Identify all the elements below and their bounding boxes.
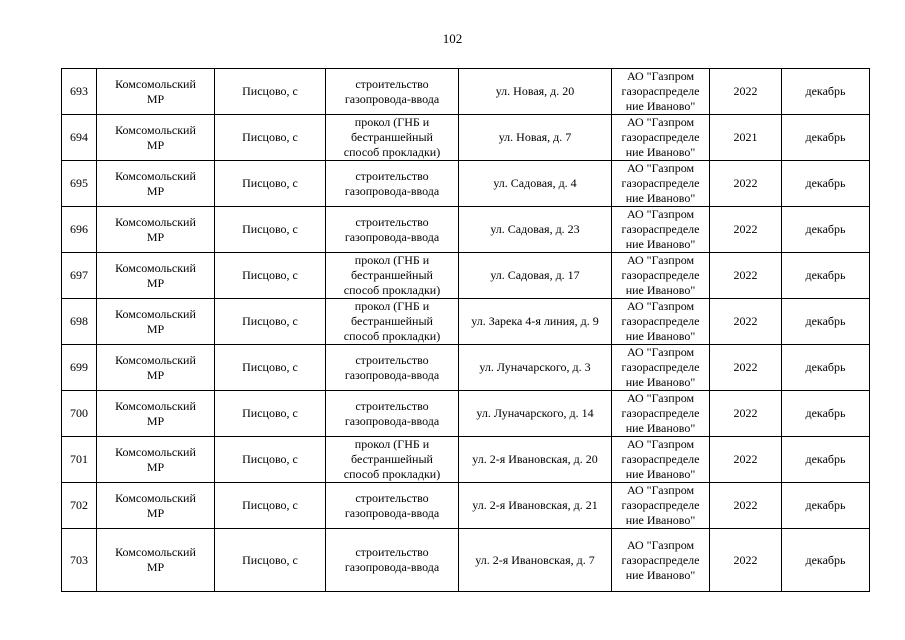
organization-cell: АО "Газпром газораспределе ние Иваново" (612, 207, 710, 253)
table-row (62, 161, 870, 207)
year-cell: 2022 (710, 391, 782, 437)
page-number: 102 (442, 31, 463, 46)
month-cell: декабрь (782, 391, 870, 437)
locality-cell: Писцово, с (215, 299, 326, 345)
address-cell: ул. Новая, д. 7 (459, 115, 612, 161)
district-cell: Комсомольский МР (97, 299, 215, 345)
work-type-cell: строительство газопровода-ввода (326, 207, 459, 253)
table-row (62, 69, 870, 115)
month-cell: декабрь (782, 69, 870, 115)
district-cell: Комсомольский МР (97, 483, 215, 529)
organization-cell: АО "Газпром газораспределе ние Иваново" (612, 299, 710, 345)
locality-cell: Писцово, с (215, 391, 326, 437)
month-cell: декабрь (782, 299, 870, 345)
month-cell: декабрь (782, 207, 870, 253)
month-cell: декабрь (782, 161, 870, 207)
district-cell: Комсомольский МР (97, 529, 215, 592)
row-number-cell: 703 (62, 529, 97, 592)
organization-cell: АО "Газпром газораспределе ние Иваново" (612, 483, 710, 529)
locality-cell: Писцово, с (215, 437, 326, 483)
district-cell: Комсомольский МР (97, 115, 215, 161)
organization-cell: АО "Газпром газораспределе ние Иваново" (612, 391, 710, 437)
work-type-cell: прокол (ГНБ и бестраншейный способ прокладки) (326, 253, 459, 299)
row-number-cell: 693 (62, 69, 97, 115)
row-number-cell: 697 (62, 253, 97, 299)
work-type-cell: строительство газопровода-ввода (326, 391, 459, 437)
year-cell: 2022 (710, 483, 782, 529)
table-row (62, 299, 870, 345)
row-number-cell: 698 (62, 299, 97, 345)
work-type-cell: строительство газопровода-ввода (326, 345, 459, 391)
locality-cell: Писцово, с (215, 529, 326, 592)
table-row (62, 115, 870, 161)
month-cell: декабрь (782, 483, 870, 529)
work-type-cell: строительство газопровода-ввода (326, 69, 459, 115)
month-cell: декабрь (782, 345, 870, 391)
address-cell: ул. Садовая, д. 4 (459, 161, 612, 207)
organization-cell: АО "Газпром газораспределе ние Иваново" (612, 69, 710, 115)
month-cell: декабрь (782, 437, 870, 483)
district-cell: Комсомольский МР (97, 161, 215, 207)
organization-cell: АО "Газпром газораспределе ние Иваново" (612, 253, 710, 299)
locality-cell: Писцово, с (215, 161, 326, 207)
year-cell: 2022 (710, 345, 782, 391)
month-cell: декабрь (782, 253, 870, 299)
organization-cell: АО "Газпром газораспределе ние Иваново" (612, 437, 710, 483)
address-cell: ул. Садовая, д. 17 (459, 253, 612, 299)
month-cell: декабрь (782, 529, 870, 592)
row-number-cell: 696 (62, 207, 97, 253)
locality-cell: Писцово, с (215, 253, 326, 299)
row-number-cell: 694 (62, 115, 97, 161)
table-body (62, 69, 870, 592)
work-type-cell: строительство газопровода-ввода (326, 161, 459, 207)
organization-cell: АО "Газпром газораспределе ние Иваново" (612, 115, 710, 161)
organization-cell: АО "Газпром газораспределе ние Иваново" (612, 345, 710, 391)
address-cell: ул. Новая, д. 20 (459, 69, 612, 115)
address-cell: ул. Луначарского, д. 3 (459, 345, 612, 391)
locality-cell: Писцово, с (215, 207, 326, 253)
district-cell: Комсомольский МР (97, 207, 215, 253)
district-cell: Комсомольский МР (97, 391, 215, 437)
work-type-cell: прокол (ГНБ и бестраншейный способ прокладки) (326, 115, 459, 161)
organization-cell: АО "Газпром газораспределе ние Иваново" (612, 161, 710, 207)
year-cell: 2022 (710, 69, 782, 115)
locality-cell: Писцово, с (215, 69, 326, 115)
gas-connection-table (61, 68, 870, 592)
row-number-cell: 700 (62, 391, 97, 437)
row-number-cell: 702 (62, 483, 97, 529)
work-type-cell: прокол (ГНБ и бестраншейный способ прокладки) (326, 437, 459, 483)
locality-cell: Писцово, с (215, 115, 326, 161)
row-number-cell: 695 (62, 161, 97, 207)
year-cell: 2022 (710, 437, 782, 483)
work-type-cell: строительство газопровода-ввода (326, 483, 459, 529)
year-cell: 2022 (710, 207, 782, 253)
table-row (62, 529, 870, 592)
address-cell: ул. Садовая, д. 23 (459, 207, 612, 253)
year-cell: 2021 (710, 115, 782, 161)
row-number-cell: 701 (62, 437, 97, 483)
table-row (62, 391, 870, 437)
locality-cell: Писцово, с (215, 483, 326, 529)
year-cell: 2022 (710, 253, 782, 299)
locality-cell: Писцово, с (215, 345, 326, 391)
work-type-cell: прокол (ГНБ и бестраншейный способ прокладки) (326, 299, 459, 345)
table-row (62, 345, 870, 391)
row-number-cell: 699 (62, 345, 97, 391)
table-row (62, 437, 870, 483)
district-cell: Комсомольский МР (97, 437, 215, 483)
district-cell: Комсомольский МР (97, 69, 215, 115)
address-cell: ул. Зарека 4-я линия, д. 9 (459, 299, 612, 345)
district-cell: Комсомольский МР (97, 345, 215, 391)
table-row (62, 483, 870, 529)
year-cell: 2022 (710, 299, 782, 345)
year-cell: 2022 (710, 529, 782, 592)
table-row (62, 253, 870, 299)
district-cell: Комсомольский МР (97, 253, 215, 299)
address-cell: ул. 2-я Ивановская, д. 21 (459, 483, 612, 529)
address-cell: ул. 2-я Ивановская, д. 20 (459, 437, 612, 483)
address-cell: ул. Луначарского, д. 14 (459, 391, 612, 437)
table-row (62, 207, 870, 253)
address-cell: ул. 2-я Ивановская, д. 7 (459, 529, 612, 592)
year-cell: 2022 (710, 161, 782, 207)
month-cell: декабрь (782, 115, 870, 161)
organization-cell: АО "Газпром газораспределе ние Иваново" (612, 529, 710, 592)
work-type-cell: строительство газопровода-ввода (326, 529, 459, 592)
